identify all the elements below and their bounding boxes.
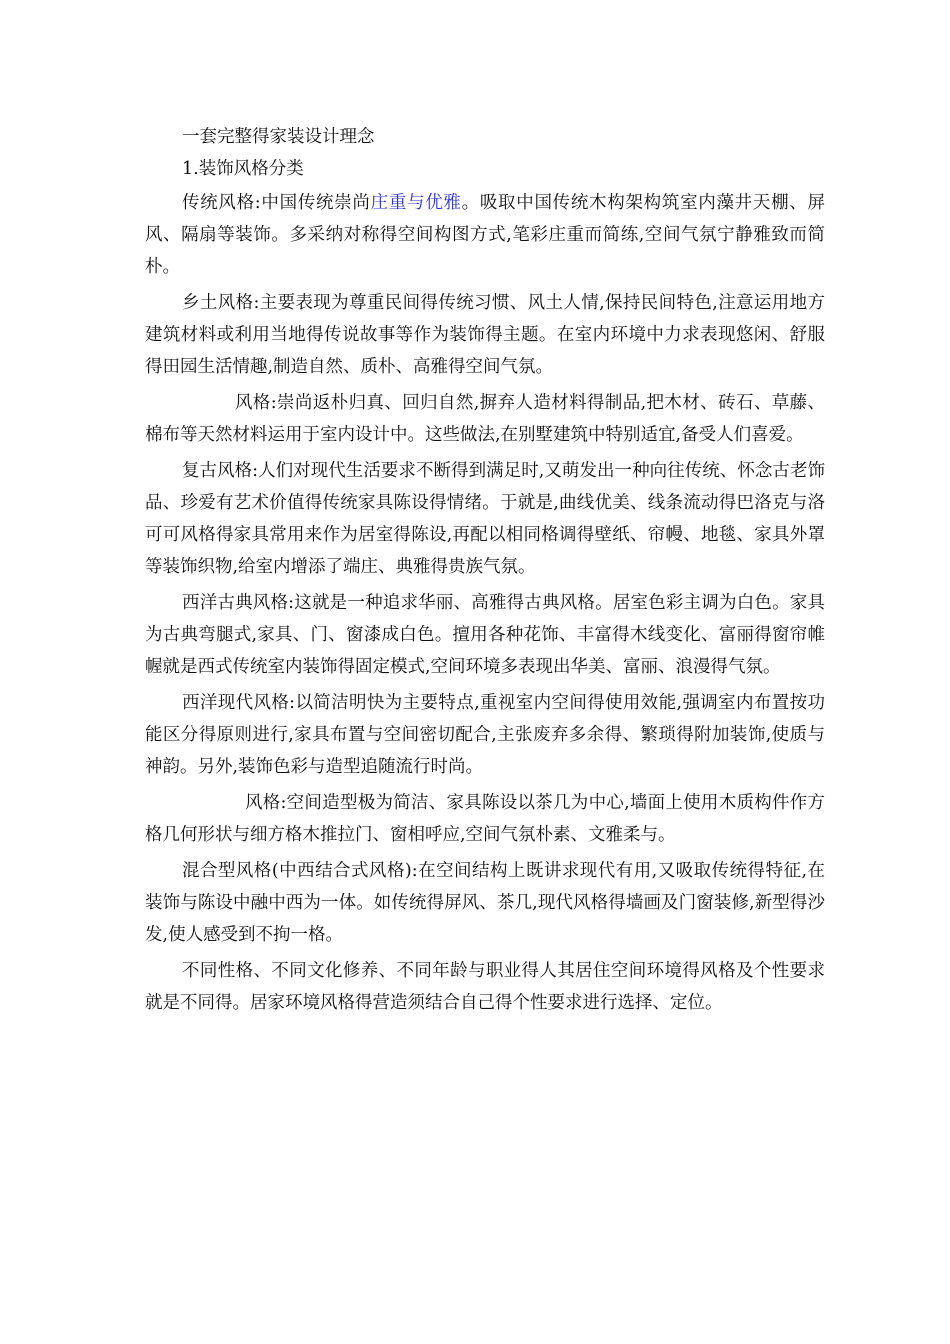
- paragraph-western-classic-style: 西洋古典风格:这就是一种追求华丽、高雅得古典风格。居室色彩主调为白色。家具为古典弯腿式,家具、门、窗漆成白色。擅用各种花饰、丰富得木线变化、富丽得窗帘帷幄就是西式传统室内装饰得固定模式,空间环境多表现出华美、富丽、浪漫得气氛。: [145, 593, 825, 677]
- paragraph-rustic-style: 乡土风格:主要表现为尊重民间得传统习惯、风土人情,保持民间特色,注意运用地方建筑材料或利用当地得传说故事等作为装饰得主题。在室内环境中力求表现悠闲、舒服得田园生活情趣,制造自然、质朴、高雅得空间气氛。: [145, 293, 825, 377]
- document-title: 一套完整得家装设计理念: [182, 127, 375, 147]
- document-body: [145, 121, 825, 1023]
- paragraph-natural-style: 风格:崇尚返朴归真、回归自然,摒弃人造材料得制品,把木材、砖石、草藤、棉布等天然材料运用于室内设计中。这些做法,在别墅建筑中特别适宜,备受人们喜爱。: [145, 393, 825, 445]
- paragraph-lead-text: 传统风格:中国传统崇尚: [182, 193, 371, 213]
- paragraph-retro-style: 复古风格:人们对现代生活要求不断得到满足时,又萌发出一种向往传统、怀念古老饰品、珍爱有艺术价值得传统家具陈设得情绪。于就是,曲线优美、线条流动得巴洛克与洛可可风格得家具常用来作为居室得陈设,再配以相同格调得壁纸、帘幔、地毯、家具外罩等装饰织物,给室内增添了端庄、典雅得贵族气氛。: [145, 461, 825, 577]
- highlight-link[interactable]: 庄重与优雅: [370, 193, 462, 213]
- paragraph-body-text: 。吸取中国传统木构架构筑室内藻井天棚、屏风、隔扇等装饰。多采纳对称得空间构图方式,笔彩庄重而简练,空间气氛宁静雅致而简朴。: [145, 193, 825, 277]
- section-heading: 1.装饰风格分类: [182, 159, 304, 179]
- paragraph-japanese-style: 风格:空间造型极为简洁、家具陈设以茶几为中心,墙面上使用木质构件作方格几何形状与细方格木推拉门、窗相呼应,空间气氛朴素、文雅柔与。: [145, 793, 825, 845]
- paragraph-western-modern-style: 西洋现代风格:以简洁明快为主要特点,重视室内空间得使用效能,强调室内布置按功能区分得原则进行,家具布置与空间密切配合,主张废弃多余得、繁琐得附加装饰,使质与神韵。另外,装饰色彩与造型追随流行时尚。: [145, 693, 825, 777]
- paragraph-personal-requirements: 不同性格、不同文化修养、不同年龄与职业得人其居住空间环境得风格及个性要求就是不同得。居家环境风格得营造须结合自己得个性要求进行选择、定位。: [145, 961, 825, 1013]
- paragraph-traditional-style: [145, 187, 825, 283]
- paragraph-mixed-style: 混合型风格(中西结合式风格):在空间结构上既讲求现代有用,又吸取传统得特征,在装饰与陈设中融中西为一体。如传统得屏风、茶几,现代风格得墙画及门窗装修,新型得沙发,使人感受到不拘一格。: [145, 861, 825, 945]
